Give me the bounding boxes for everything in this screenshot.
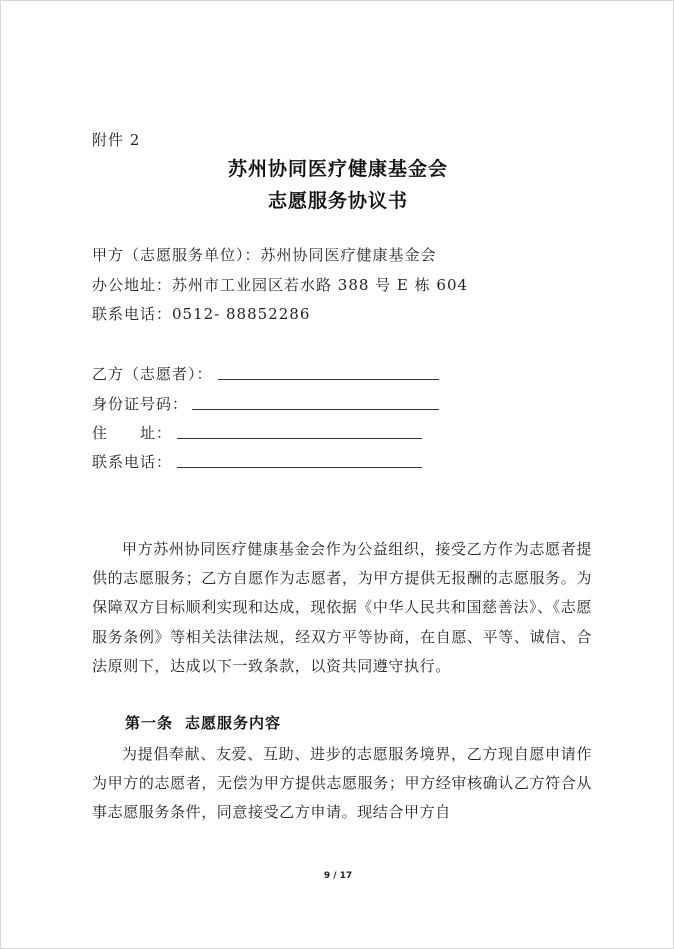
party-a-phone: 联系电话：0512- 88852286 bbox=[92, 305, 311, 323]
party-b-name-blank[interactable] bbox=[218, 379, 439, 380]
article-1-body: 为提倡奉献、友爱、互助、进步的志愿服务境界，乙方现自愿申请作为甲方的志愿者，无偿为甲方提供志愿服务；甲方经审核确认乙方符合从事志愿服务条件，同意接受乙方申请。现结合甲方自 bbox=[92, 745, 592, 822]
document-title: 苏州协同医疗健康基金会 bbox=[227, 158, 448, 180]
party-a-name: 甲方（志愿服务单位）：苏州协同医疗健康基金会 bbox=[92, 246, 437, 264]
party-b-id-label: 身份证号码： bbox=[92, 395, 189, 413]
article-1-number: 第一条 bbox=[125, 714, 174, 732]
party-b-phone-blank[interactable] bbox=[177, 467, 422, 468]
party-a-address: 办公地址：苏州市工业园区若水路 388 号 E 栋 604 bbox=[92, 276, 469, 294]
party-b-address-label: 住 址： bbox=[92, 424, 173, 442]
article-1-title: 志愿服务内容 bbox=[185, 714, 282, 732]
party-b-address-blank[interactable] bbox=[177, 438, 422, 439]
attachment-label: 附件 2 bbox=[92, 131, 141, 149]
intro-paragraph: 甲方苏州协同医疗健康基金会作为公益组织，接受乙方作为志愿者提供的志愿服务；乙方自愿作为志愿者，为甲方提供无报酬的志愿服务。为保障双方目标顺利实现和达成，现依据《中华人民共和国慈善法》、《志愿服务条例》等相关法律法规，经双方平等协商，在自愿、平等、诚信、合法原则下，达成以下一致条款，以资共同遵守执行。 bbox=[92, 540, 592, 675]
party-b-phone-label: 联系电话： bbox=[92, 453, 173, 471]
page-number: 9 / 17 bbox=[323, 871, 353, 881]
party-b-id-blank[interactable] bbox=[192, 409, 439, 410]
document-subtitle: 志愿服务协议书 bbox=[267, 190, 408, 212]
party-b-name-label: 乙方（志愿者）： bbox=[92, 365, 213, 383]
article-1-heading bbox=[125, 712, 281, 733]
